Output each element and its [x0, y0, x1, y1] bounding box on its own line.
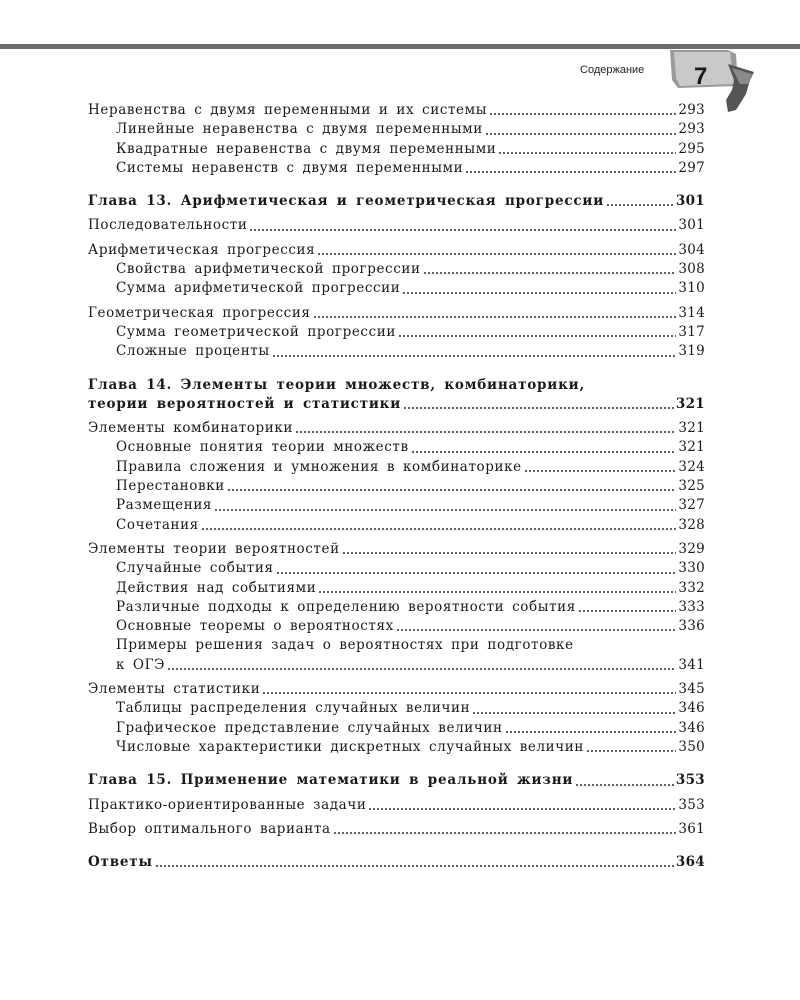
toc-entry[interactable]: Геометрическая прогрессия 314	[88, 304, 705, 321]
toc-entry[interactable]: Действия над событиями 332	[116, 579, 705, 596]
toc-entry[interactable]: Размещения 327	[116, 497, 705, 514]
toc-entry[interactable]: Числовые характеристики дискретных случайных величин 350	[116, 738, 705, 755]
toc-entry[interactable]: Перестановки 325	[116, 478, 705, 495]
toc-entry[interactable]: Неравенства с двумя переменными и их системы 293	[88, 102, 705, 118]
running-header: Содержание	[580, 64, 645, 76]
toc-entry[interactable]: Элементы статистики 345	[88, 681, 705, 698]
chapter-14-entry[interactable]: теории вероятностей и статистики 321	[88, 395, 705, 412]
toc-entry[interactable]: Элементы комбинаторики 321	[88, 420, 705, 437]
chapter-15-entry[interactable]: Глава 15. Применение математики в реальной жизни 353	[88, 772, 705, 789]
toc-entry[interactable]: Линейные неравенства с двумя переменными 293	[116, 121, 705, 138]
toc-entry[interactable]: Системы неравенств с двумя переменными 297	[116, 159, 705, 176]
toc-entry[interactable]: Элементы теории вероятностей 329	[88, 540, 705, 557]
toc-entry[interactable]: Графическое представление случайных величин 346	[116, 719, 705, 736]
toc-entry[interactable]: Сумма геометрической прогрессии 317	[116, 323, 705, 340]
toc-entry[interactable]: Квадратные неравенства с двумя переменными 295	[116, 140, 705, 157]
page-number: 7	[694, 63, 708, 90]
toc-entry[interactable]: Сочетания 328	[116, 516, 705, 533]
toc-entry[interactable]: Различные подходы к определению вероятности события 333	[116, 598, 705, 615]
toc-entry[interactable]: Таблицы распределения случайных величин 346	[116, 700, 705, 717]
toc-entry[interactable]: Свойства арифметической прогрессии 308	[116, 261, 705, 278]
toc-entry[interactable]: Практико-ориентированные задачи 353	[88, 796, 705, 813]
toc-entry[interactable]: Выбор оптимального варианта 361	[88, 820, 705, 837]
toc-entry[interactable]: к ОГЭ 341	[116, 656, 705, 673]
top-rule	[0, 44, 800, 49]
toc-entry[interactable]: Последовательности 301	[88, 217, 705, 234]
toc-entry[interactable]: Основные понятия теории множеств 321	[116, 439, 705, 456]
toc-entry[interactable]: Сумма арифметической прогрессии 310	[116, 280, 705, 297]
answers-entry[interactable]: Ответы 364	[88, 854, 705, 871]
toc-entry[interactable]: Сложные проценты 319	[116, 343, 705, 360]
toc-entry[interactable]: Арифметическая прогрессия 304	[88, 241, 705, 258]
chapter-13-entry[interactable]: Глава 13. Арифметическая и геометрическая прогрессии 301	[88, 193, 705, 210]
toc-entry[interactable]: Правила сложения и умножения в комбинаторике 324	[116, 458, 705, 475]
toc-entry-line: Примеры решения задач о вероятностях при подготовке	[116, 637, 574, 654]
table-of-contents	[88, 101, 705, 872]
toc-entry[interactable]: Основные теоремы о вероятностях 336	[116, 618, 705, 635]
toc-entry[interactable]: Случайные события 330	[116, 560, 705, 577]
chapter-14-title-line: Глава 14. Элементы теории множеств, комбинаторики,	[88, 376, 585, 393]
